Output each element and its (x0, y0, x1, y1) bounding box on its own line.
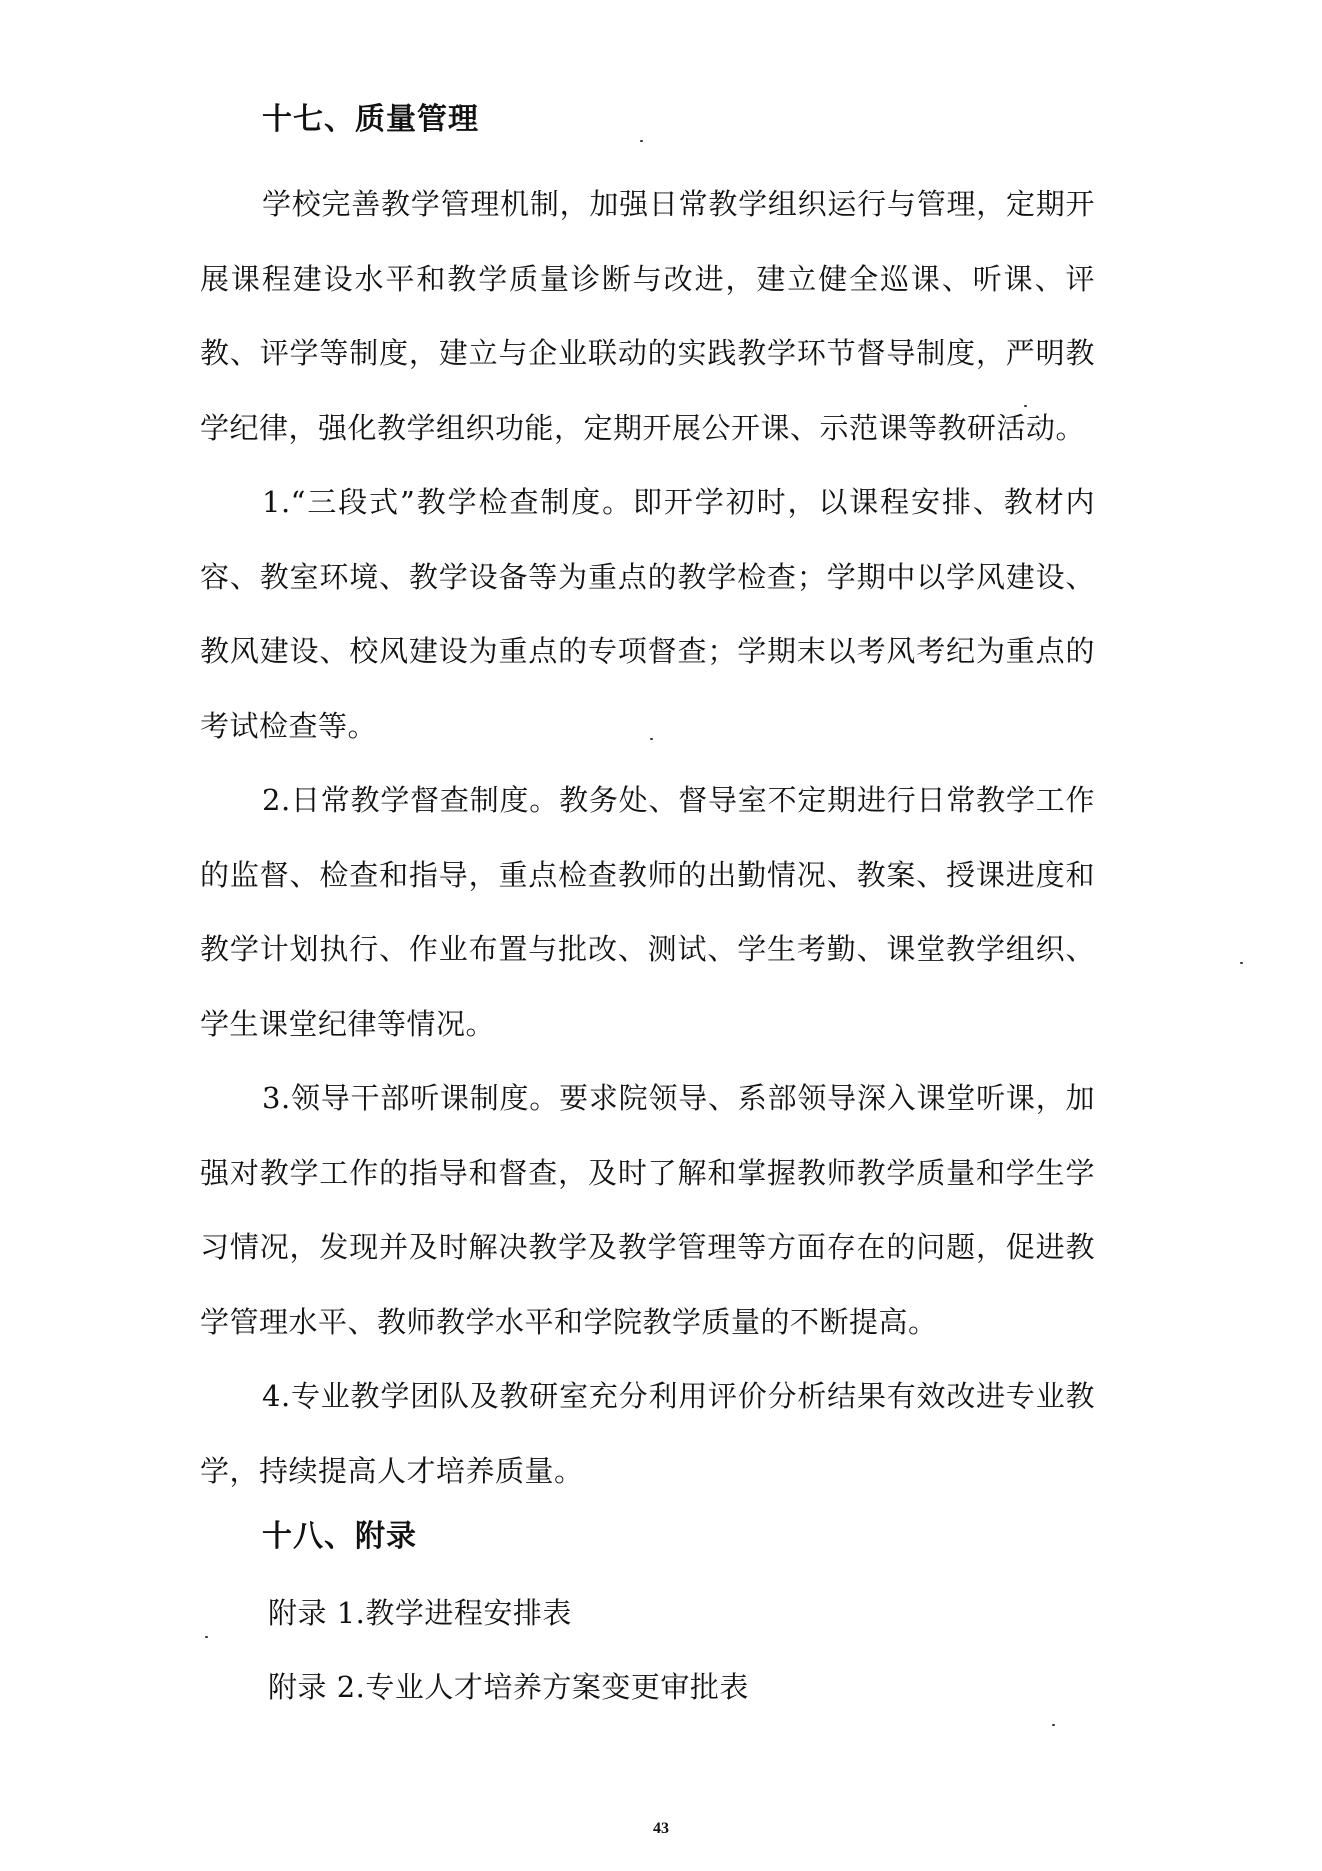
appendix-1-item: 附录 1.教学进程安排表 (268, 1596, 572, 1630)
section-17-heading: 十七、质量管理 (262, 102, 479, 137)
page-content (200, 95, 1095, 1724)
item-4-paragraph: 4.专业教学团队及教研室充分利用评价分析结果有效改进专业教学，持续提高人才培养质量。 (200, 1379, 1095, 1488)
page-number: 43 (653, 1820, 669, 1837)
appendix-2-item: 附录 2.专业人才培养方案变更审批表 (268, 1670, 749, 1704)
scan-speck (640, 140, 643, 142)
section-17-intro-paragraph: 学校完善教学管理机制，加强日常教学组织运行与管理，定期开展课程建设水平和教学质量诊断与改进，建立健全巡课、听课、评教、评学等制度，建立与企业联动的实践教学环节督导制度，严明教学纪律，强化教学组织功能，定期开展公开课、示范课等教研活动。 (200, 187, 1095, 445)
scan-speck (650, 738, 653, 740)
scan-speck (205, 1636, 208, 1638)
item-2-paragraph: 2.日常教学督查制度。教务处、督导室不定期进行日常教学工作的监督、检查和指导，重点检查教师的出勤情况、教案、授课进度和教学计划执行、作业布置与批改、测试、学生考勤、课堂教学组织、学生课堂纪律等情况。 (200, 783, 1095, 1041)
item-1-paragraph: 1.“三段式”教学检查制度。即开学初时，以课程安排、教材内容、教室环境、教学设备等为重点的教学检查；学期中以学风建设、教风建设、校风建设为重点的专项督查；学期末以考风考纪为重点的考试检查等。 (200, 485, 1095, 743)
scan-speck (1240, 962, 1243, 964)
item-3-paragraph: 3.领导干部听课制度。要求院领导、系部领导深入课堂听课，加强对教学工作的指导和督查，及时了解和掌握教师教学质量和学生学习情况，发现并及时解决教学及教学管理等方面存在的问题，促进教学管理水平、教师教学水平和学院教学质量的不断提高。 (200, 1081, 1095, 1339)
section-18-heading: 十八、附录 (262, 1519, 417, 1554)
scan-speck (1024, 405, 1027, 407)
scan-speck (1052, 1724, 1055, 1726)
